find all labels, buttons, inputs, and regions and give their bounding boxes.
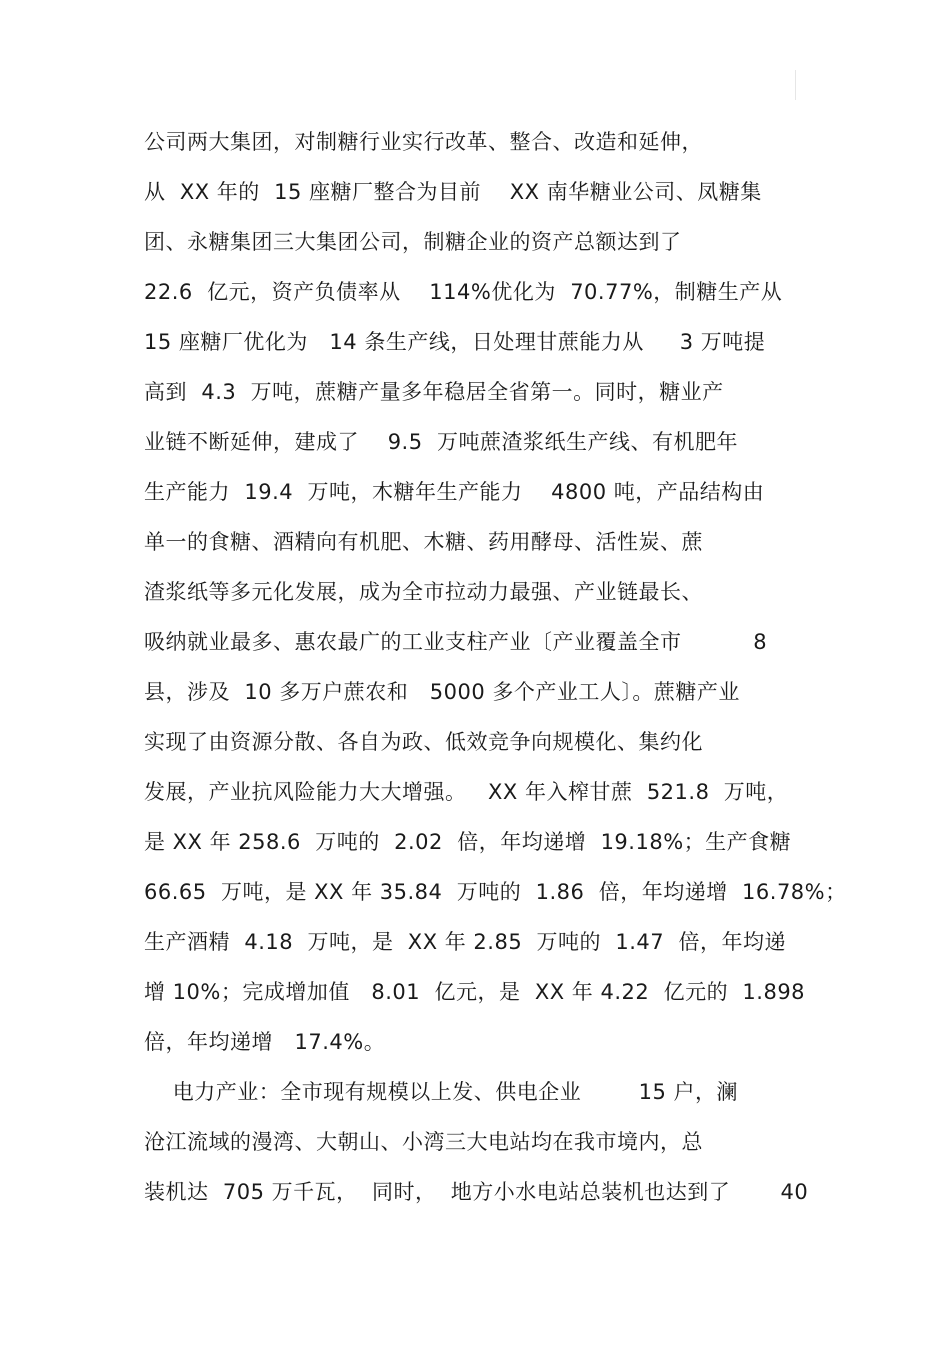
text-line: 公司两大集团，对制糖行业实行改革、整合、改造和延伸， — [144, 130, 703, 154]
text-line: 业链不断延伸，建成了 9.5 万吨蔗渣浆纸生产线、有机肥年 — [144, 430, 738, 454]
text-line: 生产能力 19.4 万吨，木糖年生产能力 4800 吨，产品结构由 — [144, 480, 765, 504]
text-line: 倍，年均递增 17.4%。 — [144, 1030, 386, 1054]
text-line: 县，涉及 10 多万户蔗农和 5000 多个产业工人〕。蔗糖产业 — [144, 680, 740, 704]
text-line: 从 XX 年的 15 座糖厂整合为目前 XX 南华糖业公司、凤糖集 — [144, 180, 762, 204]
text-line: 电力产业：全市现有规模以上发、供电企业 15 户，澜 — [144, 1080, 738, 1104]
text-line: 沧江流域的漫湾、大朝山、小湾三大电站均在我市境内，总 — [144, 1130, 703, 1154]
text-line: 单一的食糖、酒精向有机肥、木糖、药用酵母、活性炭、蔗 — [144, 530, 703, 554]
text-line: 高到 4.3 万吨，蔗糖产量多年稳居全省第一。同时，糖业产 — [144, 380, 724, 404]
text-line: 装机达 705 万千瓦， 同时， 地方小水电站总装机也达到了 40 — [144, 1180, 809, 1204]
text-line: 发展，产业抗风险能力大大增强。 XX 年入榨甘蔗 521.8 万吨， — [144, 780, 789, 804]
text-line: 团、永糖集团三大集团公司，制糖企业的资产总额达到了 — [144, 230, 682, 254]
text-line: 实现了由资源分散、各自为政、低效竞争向规模化、集约化 — [144, 730, 703, 754]
text-line: 渣浆纸等多元化发展，成为全市拉动力最强、产业链最长、 — [144, 580, 703, 604]
text-line: 生产酒精 4.18 万吨，是 XX 年 2.85 万吨的 1.47 倍，年均递 — [144, 930, 786, 954]
text-line: 15 座糖厂优化为 14 条生产线，日处理甘蔗能力从 3 万吨提 — [144, 330, 766, 354]
margin-mark — [795, 70, 796, 100]
text-line: 增 10%；完成增加值 8.01 亿元，是 XX 年 4.22 亿元的 1.898 — [144, 980, 806, 1004]
text-line: 是 XX 年 258.6 万吨的 2.02 倍，年均递增 19.18%；生产食糖 — [144, 830, 792, 854]
text-line: 吸纳就业最多、惠农最广的工业支柱产业〔产业覆盖全市 8 — [144, 630, 768, 654]
text-line: 22.6 亿元，资产负债率从 114%优化为 70.77%，制糖生产从 — [144, 280, 783, 304]
text-line: 66.65 万吨，是 XX 年 35.84 万吨的 1.86 倍，年均递增 16.78%； — [144, 880, 847, 904]
